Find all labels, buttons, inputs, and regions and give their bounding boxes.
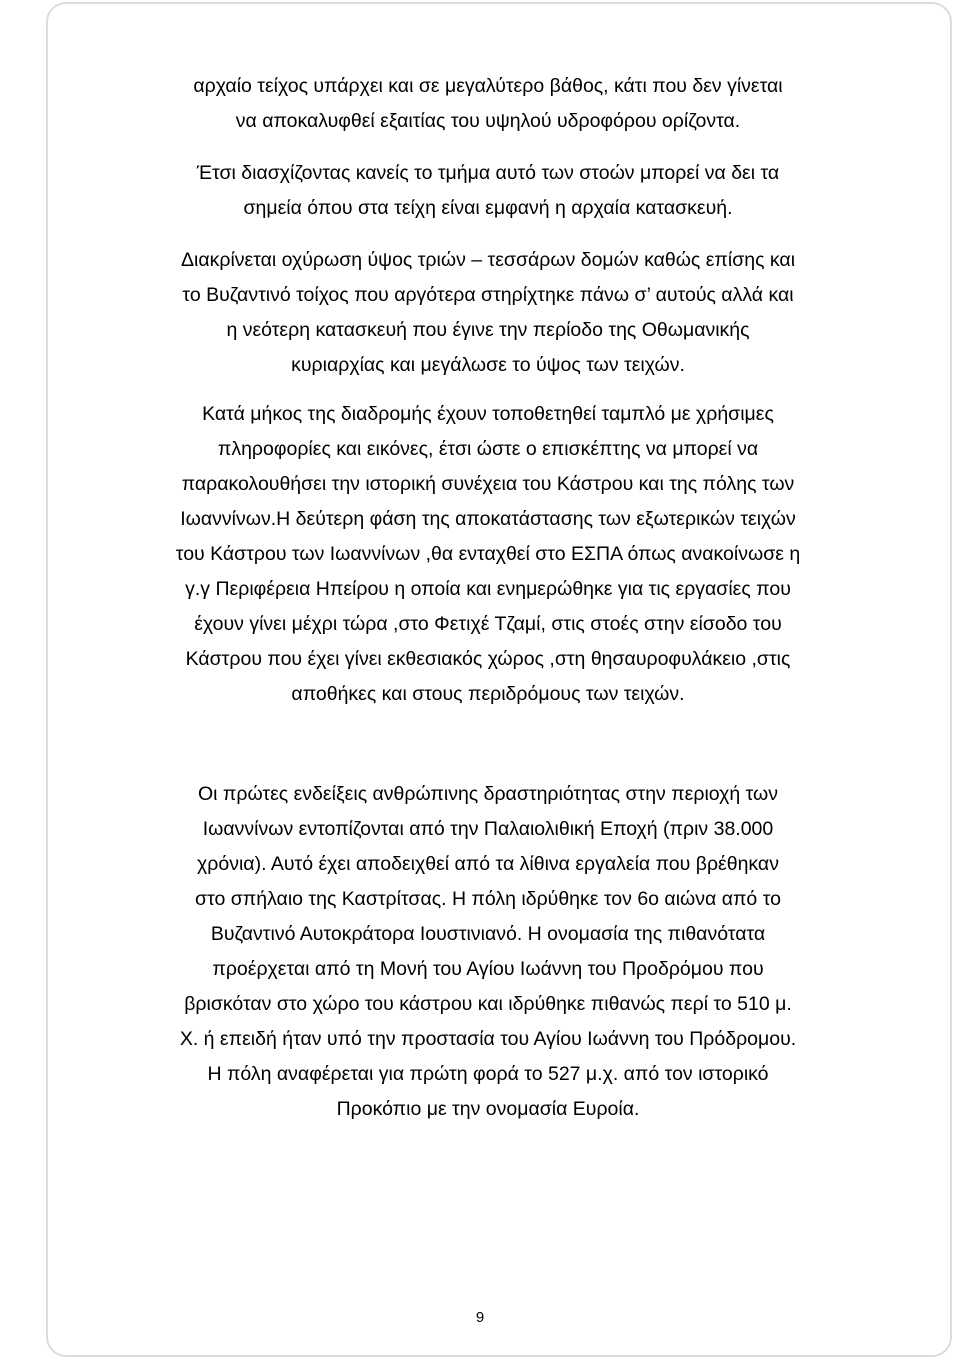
text-line: Βυζαντινό Αυτοκράτορα Ιουστινιανό. Η ονομασία της πιθανότατα (210, 923, 766, 945)
text-line: του Κάστρου των Ιωαννίνων ,θα ενταχθεί στο ΕΣΠΑ όπως ανακοίνωσε η (175, 543, 801, 565)
text-line: Χ. ή επειδή ήταν υπό την προστασία του Αγίου Ιωάννη του Πρόδρομου. (179, 1028, 797, 1050)
text-line: η νεότερη κατασκευή που έγινε την περίοδο της Οθωμανικής (226, 319, 750, 341)
text-line: αποθήκες και στους περιδρόμους των τειχών. (291, 683, 685, 705)
text-line: Έτσι διασχίζοντας κανείς το τμήμα αυτό των στοών μπορεί να δει τα (196, 162, 780, 184)
text-line: έχουν γίνει μέχρι τώρα ,στο Φετιχέ Τζαμί, στις στοές στην είσοδο του (194, 613, 782, 635)
text-line: το Βυζαντινό τοίχος που αργότερα στηρίχτηκε πάνω σ’ αυτούς αλλά και (182, 284, 794, 306)
text-line: Ιωαννίνων.Η δεύτερη φάση της αποκατάστασης των εξωτερικών τειχών (180, 508, 796, 530)
paragraph-galleries (108, 156, 868, 226)
paragraph-fortification (108, 243, 868, 383)
text-line: παρακολουθήσει την ιστορική συνέχεια του Κάστρου και της πόλης των (181, 473, 795, 495)
text-line: Οι πρώτες ενδείξεις ανθρώπινης δραστηριότητας στην περιοχή των (197, 783, 779, 805)
page-number: 9 (475, 1309, 485, 1326)
text-line: να αποκαλυφθεί εξαιτίας του υψηλού υδροφόρου ορίζοντα. (235, 110, 741, 132)
paragraph-city-history (108, 777, 868, 1127)
text-line: βρισκόταν στο χώρο του κάστρου και ιδρύθηκε πιθανώς περί το 510 μ. (184, 993, 792, 1015)
text-line: κυριαρχίας και μεγάλωσε το ύψος των τειχών. (291, 354, 685, 376)
text-line: Η πόλη αναφέρεται για πρώτη φορά το 527 μ.χ. από τον ιστορικό (207, 1063, 769, 1085)
text-line: στο σπήλαιο της Καστρίτσας. Η πόλη ιδρύθηκε τον 6ο αιώνα από το (195, 888, 781, 910)
text-line: χρόνια). Αυτό έχει αποδειχθεί από τα λίθινα εργαλεία που βρέθηκαν (197, 853, 779, 875)
text-line: Κάστρου που έχει γίνει εκθεσιακός χώρος ,στη θησαυροφυλάκειο ,στις (185, 648, 791, 670)
paragraph-route-panels (108, 397, 868, 712)
text-line: Διακρίνεται οχύρωση ύψος τριών – τεσσάρων δομών καθώς επίσης και (180, 249, 796, 271)
text-line: Ιωαννίνων εντοπίζονται από την Παλαιολιθική Εποχή (πριν 38.000 (202, 818, 774, 840)
paragraph-ancient-wall (108, 69, 868, 139)
text-line: Κατά μήκος της διαδρομής έχουν τοποθετηθεί ταμπλό με χρήσιμες (202, 403, 774, 425)
text-line: γ.γ Περιφέρεια Ηπείρου η οποία και ενημερώθηκε για τις εργασίες που (185, 578, 791, 600)
text-line: προέρχεται από τη Μονή του Αγίου Ιωάννη του Προδρόμου που (212, 958, 764, 980)
text-line: πληροφορίες και εικόνες, έτσι ώστε ο επισκέπτης να μπορεί να (217, 438, 759, 460)
text-line: αρχαίο τείχος υπάρχει και σε μεγαλύτερο βάθος, κάτι που δεν γίνεται (193, 75, 783, 97)
text-line: Προκόπιο με την ονομασία Ευροία. (336, 1098, 640, 1120)
text-line: σημεία όπου στα τείχη είναι εμφανή η αρχαία κατασκευή. (243, 197, 733, 219)
